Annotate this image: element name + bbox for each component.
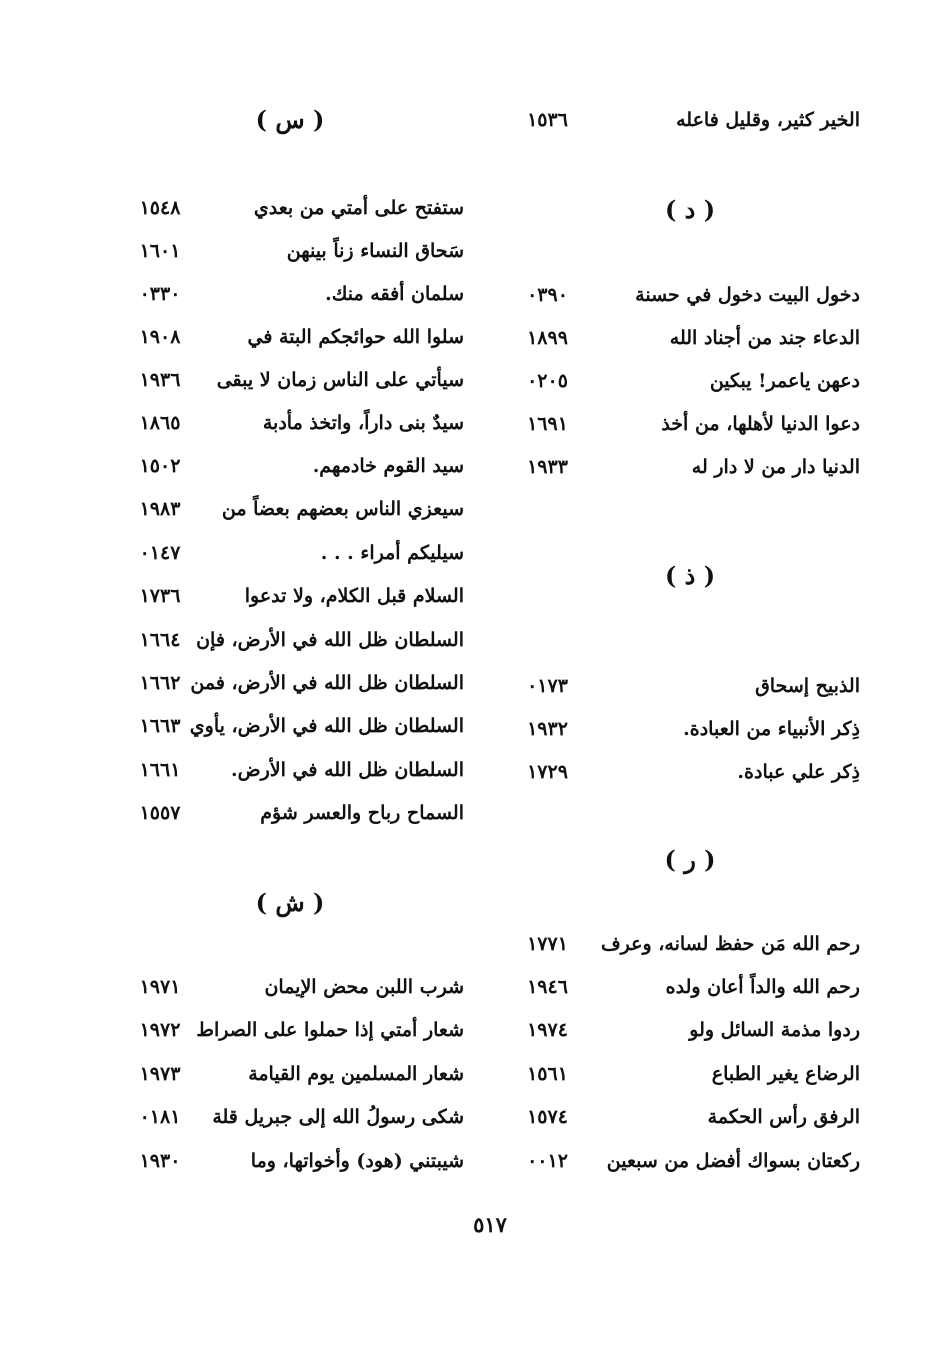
index-entry	[100, 620, 480, 660]
entry-number: ١٦٦٤	[139, 629, 181, 651]
entry-text: ذِكر الأنبياء من العبادة.	[683, 718, 860, 740]
entry-number: ١٦٠١	[139, 240, 181, 262]
entry-text: الرفق رأس الحكمة	[707, 1106, 860, 1128]
entry-number: ١٦٦٣	[139, 715, 181, 737]
index-entry	[100, 1097, 480, 1137]
entry-text: السلطان ظل الله في الأرض، فإن	[196, 629, 464, 651]
index-entry	[100, 489, 480, 529]
index-entry	[100, 576, 480, 616]
entry-number: ١٧٣٦	[139, 585, 181, 607]
entry-number: ١٩٠٨	[139, 326, 181, 348]
index-entry	[500, 752, 870, 792]
entry-text: سيدٌ بنى داراً، واتخذ مأدبة	[262, 412, 464, 434]
entry-text: الدنيا دار من لا دار له	[691, 456, 860, 478]
entry-number: ٠٣٩٠	[527, 284, 568, 306]
index-entry	[500, 404, 870, 444]
index-entry	[100, 750, 480, 790]
index-entry	[100, 274, 480, 314]
entry-text: رحم الله والداً أعان ولده	[665, 976, 860, 998]
index-entry	[100, 706, 480, 746]
entry-number: ١٥٧٤	[527, 1106, 568, 1128]
entry-text: سيد القوم خادمهم.	[312, 455, 464, 477]
entry-number: ٠١٨١	[139, 1106, 181, 1128]
index-entry	[500, 709, 870, 749]
entry-text: الدعاء جند من أجناد الله	[669, 327, 860, 349]
entry-text: السلام قبل الكلام، ولا تدعوا	[244, 585, 464, 607]
index-entry	[100, 1010, 480, 1050]
entry-number: ١٩٧١	[139, 976, 181, 998]
section-heading-shin: ( ش )	[255, 888, 325, 917]
index-entry	[500, 318, 870, 358]
entry-text: سيعزي الناس بعضهم بعضاً من	[221, 498, 464, 520]
index-entry	[100, 1141, 480, 1181]
entry-text: الرضاع يغير الطباع	[711, 1063, 860, 1085]
index-entry	[500, 1097, 870, 1137]
entry-text: شعار المسلمين يوم القيامة	[248, 1063, 464, 1085]
entry-text: ردوا مذمة السائل ولو	[689, 1019, 860, 1041]
entry-number: ١٦٦٢	[139, 672, 181, 694]
entry-text: السماح رباح والعسر شؤم	[260, 802, 464, 824]
entry-number: ١٩٨٣	[139, 498, 181, 520]
entry-text: سلوا الله حوائجكم البتة في	[247, 326, 464, 348]
index-entry	[100, 360, 480, 400]
index-entry	[500, 447, 870, 487]
entry-number: ١٧٢٩	[527, 761, 568, 783]
index-entry	[100, 317, 480, 357]
entry-number: ٠٣٣٠	[139, 283, 181, 305]
index-entry	[100, 533, 480, 573]
entry-number: ١٦٩١	[527, 413, 568, 435]
entry-text: السلطان ظل الله في الأرض، يأوي	[189, 715, 464, 737]
entry-text: دعهن ياعمر! يبكين	[709, 370, 860, 392]
section-heading-ra: ( ر )	[664, 845, 716, 874]
entry-text: الذبيح إسحاق	[755, 675, 860, 697]
entry-number: ١٥٣٦	[527, 109, 568, 131]
index-entry	[100, 1054, 480, 1094]
index-entry	[500, 361, 870, 401]
index-entry	[500, 1054, 870, 1094]
index-entry	[100, 231, 480, 271]
entry-text: سيليكم أمراء . . .	[320, 542, 464, 564]
entry-text: شعار أمتي إذا حملوا على الصراط	[196, 1019, 464, 1041]
entry-number: ١٥٠٢	[139, 455, 181, 477]
entry-number: ٠١٧٣	[527, 675, 568, 697]
entry-number: ١٩٧٣	[139, 1063, 181, 1085]
index-entry	[500, 275, 870, 315]
entry-number: ١٦٦١	[139, 759, 181, 781]
entry-number: ١٩٧٤	[527, 1019, 568, 1041]
index-entry	[100, 403, 480, 443]
entry-number: ٠١٤٧	[139, 542, 181, 564]
entry-text: سَحاق النساء زناً بينهن	[286, 240, 464, 262]
index-entry	[500, 924, 870, 964]
entry-text: ركعتان بسواك أفضل من سبعين	[606, 1150, 860, 1172]
entry-number: ١٩٤٦	[527, 976, 568, 998]
entry-number: ١٨٩٩	[527, 327, 568, 349]
entry-text: دعوا الدنيا لأهلها، من أخذ	[661, 413, 860, 435]
index-entry	[100, 188, 480, 228]
section-heading-dhal: ( ذ )	[664, 561, 716, 590]
entry-text: ستفتح على أمتي من بعدي	[253, 197, 464, 219]
section-heading-sin: ( س )	[255, 105, 325, 134]
entry-text: سيأتي على الناس زمان لا يبقى	[216, 369, 464, 391]
index-entry	[500, 100, 870, 140]
index-entry	[100, 793, 480, 833]
index-entry	[500, 666, 870, 706]
page-number: ٥١٧	[473, 1212, 507, 1237]
entry-text: شكى رسولُ الله إلى جبريل قلة	[212, 1106, 464, 1128]
entry-text: ذِكر علي عبادة.	[737, 761, 860, 783]
entry-number: ١٩٣٢	[527, 718, 568, 740]
index-entry	[100, 663, 480, 703]
entry-text: السلطان ظل الله في الأرض، فمن	[190, 672, 464, 694]
entry-number: ١٧٧١	[527, 933, 568, 955]
entry-text: رحم الله مَن حفظ لسانه، وعرف	[600, 933, 860, 955]
entry-number: ١٥٥٧	[139, 802, 181, 824]
entry-text: السلطان ظل الله في الأرض.	[231, 759, 464, 781]
section-heading-dal: ( د )	[664, 195, 716, 224]
entry-number: ١٩٣٦	[139, 369, 181, 391]
index-entry	[500, 1141, 870, 1181]
entry-number: ١٩٣٣	[527, 456, 568, 478]
entry-number: ١٥٤٨	[139, 197, 181, 219]
index-entry	[100, 967, 480, 1007]
entry-text: دخول البيت دخول في حسنة	[635, 284, 860, 306]
entry-text: شيبتني (هود) وأخواتها، وما	[250, 1150, 464, 1172]
index-entry	[500, 1010, 870, 1050]
entry-number: ١٨٦٥	[139, 412, 181, 434]
entry-number: ١٩٣٠	[139, 1150, 181, 1172]
entry-text: سلمان أفقه منك.	[325, 283, 464, 305]
entry-text: الخير كثير، وقليل فاعله	[676, 109, 860, 131]
entry-number: ٠٢٠٥	[527, 370, 568, 392]
entry-number: ١٥٦١	[527, 1063, 568, 1085]
index-entry	[100, 446, 480, 486]
entry-number: ٠٠١٢	[527, 1150, 568, 1172]
entry-text: شرب اللبن محض الإيمان	[264, 976, 464, 998]
index-entry	[500, 967, 870, 1007]
entry-number: ١٩٧٢	[139, 1019, 181, 1041]
